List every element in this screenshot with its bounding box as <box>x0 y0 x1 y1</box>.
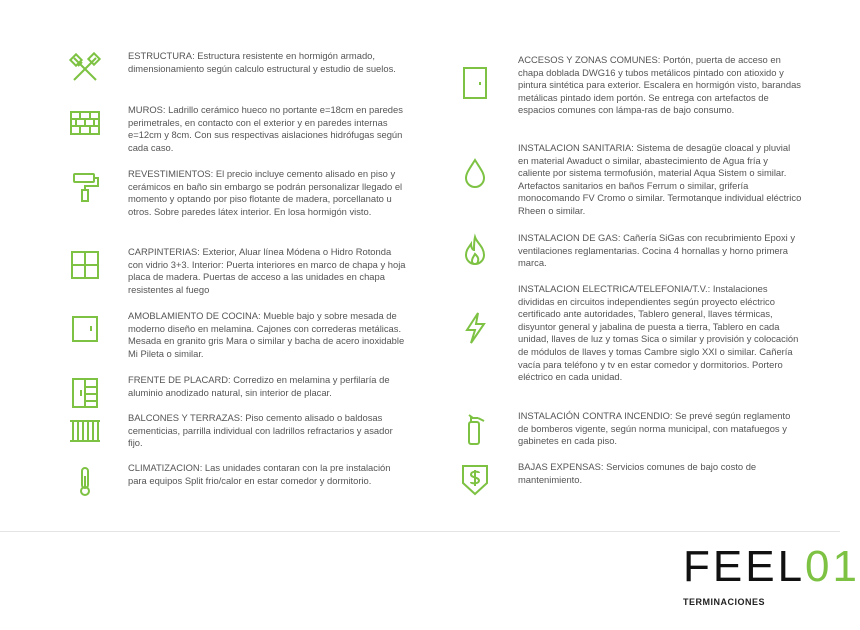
paint-roller-icon <box>62 168 108 218</box>
fire-extinguisher-icon <box>452 410 498 448</box>
spec-text <box>498 142 802 218</box>
water-drop-icon <box>452 142 498 218</box>
spec-text <box>498 410 802 448</box>
spec-item-accesos <box>452 54 802 117</box>
spec-item-expensas <box>452 461 802 497</box>
spec-item-gas <box>452 232 802 270</box>
spec-title: MUROS: <box>128 104 166 115</box>
lightning-icon <box>452 283 498 384</box>
cabinet-icon <box>62 310 108 360</box>
spec-title: CARPINTERIAS: <box>128 246 200 257</box>
tools-icon <box>62 50 108 86</box>
spec-body: El precio incluye cemento alisado en piso y cerámicos en baño sin embargo se podrán personalizar llegado el momento y optando por piso flotante de madera, porcellanato u otros. Sobre paredes látex interior. En losa hormigón visto. <box>128 168 403 217</box>
spec-title: INSTALACION DE GAS: <box>518 232 621 243</box>
spec-item-cocina <box>62 310 408 360</box>
spec-title: ACCESOS Y ZONAS COMUNES: <box>518 54 661 65</box>
spec-item-estructura <box>62 50 408 86</box>
spec-body: Las unidades contaran con la pre instalación para equipos Split frio/calor en estar comedor y dormitorio. <box>128 462 391 486</box>
balcony-railing-icon <box>62 412 108 450</box>
spec-text <box>108 310 408 360</box>
door-icon <box>452 54 498 117</box>
spec-text <box>108 104 408 154</box>
dollar-shield-icon <box>452 461 498 497</box>
brand-main: FEEL <box>683 542 806 591</box>
brand-accent: 01 <box>805 542 860 591</box>
spec-text <box>498 461 802 497</box>
spec-body: Mueble bajo y sobre mesada de moderno diseño en melamina. Cajones con correderas metálicas. Mesada en granito gris Mara o similar y bacha de acero inoxidable Mi Pileta o similar. <box>128 310 405 359</box>
spec-body: Servicios comunes de bajo costo de mantenimiento. <box>518 461 757 485</box>
spec-title: CLIMATIZACION: <box>128 462 203 473</box>
spec-title: BALCONES Y TERRAZAS: <box>128 412 243 423</box>
spec-item-muros <box>62 104 408 154</box>
closet-icon <box>62 374 108 410</box>
spec-item-incendio <box>452 410 802 448</box>
spec-item-balcones <box>62 412 408 450</box>
spec-text <box>108 462 408 498</box>
spec-item-electrica <box>452 283 802 384</box>
spec-item-climatizacion <box>62 462 408 498</box>
spec-body: Ladrillo cerámico hueco no portante e=18cm en paredes perimetrales, en contacto con el exterior y en paredes internas e=12cm y 8cm. Con sus respectivas aislaciones hidrófugas según cada caso. <box>128 104 403 153</box>
spec-title: ESTRUCTURA: <box>128 50 195 61</box>
spec-body: Portón, puerta de acceso en chapa doblada DWG16 y tubos metálicos pintado con atioxido y pintura sintética para exterior. Escalera en hormigón visto, barandas metálicas pintado idem portón. Se entrega con artefactos de espacios comunes con lámpa-ras de bajo consumo. <box>518 54 801 116</box>
brand-logo <box>683 542 860 592</box>
spec-title: INSTALACION ELECTRICA/TELEFONIA/T.V.: <box>518 283 711 294</box>
footer-divider <box>0 531 840 532</box>
spec-text <box>108 412 408 450</box>
window-icon <box>62 246 108 296</box>
spec-item-revestimientos <box>62 168 408 218</box>
brick-wall-icon <box>62 104 108 154</box>
spec-title: INSTALACIÓN CONTRA INCENDIO: <box>518 410 673 421</box>
spec-title: INSTALACION SANITARIA: <box>518 142 634 153</box>
flame-icon <box>452 232 498 270</box>
spec-body: Exterior, Aluar línea Módena o Hidro Rotonda con vidrio 3+3. Interior: Puerta interiores en marco de chapa y hoja placa de madera. Puertas de acceso a las unidades en chapa resistentes al fuego <box>128 246 406 295</box>
spec-body: Sistema de desagüe cloacal y pluvial en material Awaduct o similar, abastecimiento de Agua fría y caliente por sistema termofusión, material Aqua Sistem o similar. Artefactos sanitarios en baños Ferrum o similar, grifería monocomando FV Cromo o similar. Termotanque individual eléctrico Rheen o similar. <box>518 142 802 216</box>
spec-body: Instalaciones divididas en circuitos independientes según proyecto eléctrico certificado ante autoridades, Tablero general, llaves térmicas, disyuntor general y jabalina de puesta a tierra, Tablero en cada unidad, llaves de luz y tomas Sica o similar y provisión y colocación de módulos de llaves y tomas Cambre siglo XXI o similar. Cañería vacía para teléfono y tv en estar comedor y dormitorios. Portero eléctrico en cada unidad. <box>518 283 799 383</box>
spec-title: BAJAS EXPENSAS: <box>518 461 604 472</box>
spec-text <box>498 283 802 384</box>
spec-text <box>498 54 802 117</box>
spec-text <box>108 246 408 296</box>
spec-body: Cañería SiGas con recubrimiento Epoxi y ventilaciones reglamentarias. Cocina 4 hornallas y horno primera marca. <box>518 232 796 269</box>
spec-text <box>108 168 408 218</box>
spec-body: Piso cemento alisado o baldosas cementicias, parrilla individual con ladrillos refractarios y asador fijo. <box>128 412 393 449</box>
spec-text <box>108 50 408 86</box>
spec-item-placard <box>62 374 408 410</box>
spec-item-carpinterias <box>62 246 408 296</box>
spec-title: FRENTE DE PLACARD: <box>128 374 231 385</box>
spec-item-sanitaria <box>452 142 802 218</box>
spec-text <box>498 232 802 270</box>
spec-text <box>108 374 408 410</box>
spec-body: Estructura resistente en hormigón armado, dimensionamiento según calculo estructural y estudio de suelos. <box>128 50 396 74</box>
thermometer-icon <box>62 462 108 498</box>
spec-title: AMOBLAMIENTO DE COCINA: <box>128 310 261 321</box>
spec-title: REVESTIMIENTOS: <box>128 168 214 179</box>
spec-body: Corredizo en melamina y perfilaría de aluminio anodizado natural, sin interior de placar. <box>128 374 390 398</box>
page-subtitle: TERMINACIONES <box>683 597 766 607</box>
spec-body: Se prevé según reglamento de bomberos vigente, según norma municipal, con matafuegos y gabinetes en cada piso. <box>518 410 791 447</box>
